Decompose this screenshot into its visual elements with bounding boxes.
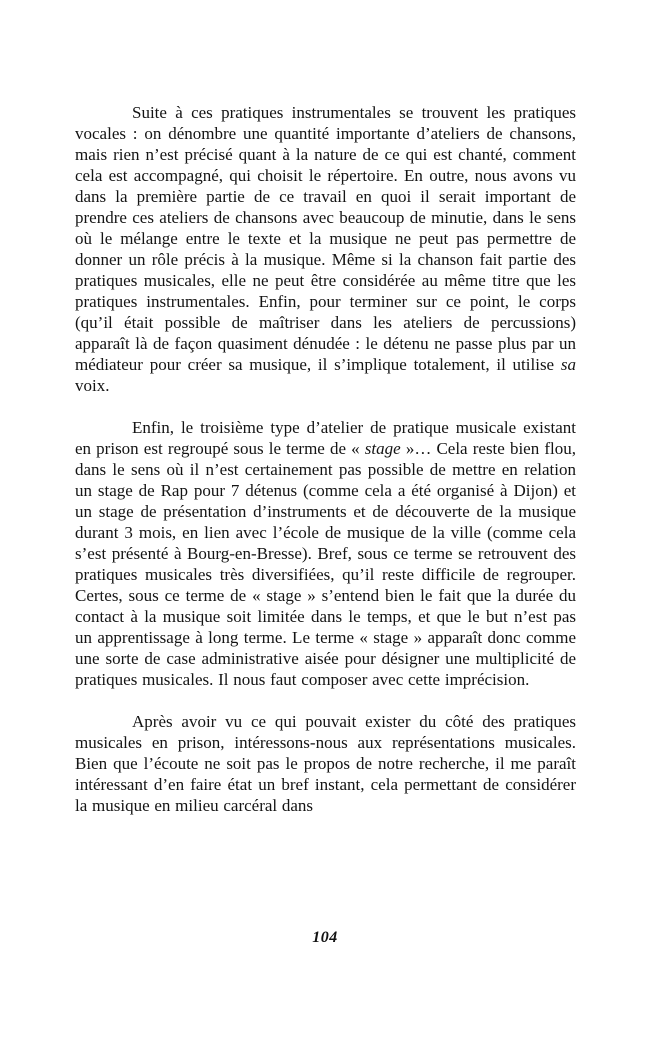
page-body (75, 102, 576, 816)
paragraph (75, 417, 576, 690)
text-run: Après avoir vu ce qui pouvait exister du côté des pratiques musicales en prison, intéressons-nous aux représentations musicales. Bien que l’écoute ne soit pas le propos de notre recherche, il me paraît intéressant d’en faire état un bref instant, cela permettant de considérer la musique en milieu carcéral dans (75, 712, 576, 815)
text-run: Suite à ces pratiques instrumentales se trouvent les pratiques vocales : on dénombre une quantité importante d’ateliers de chansons, mais rien n’est précisé quant à la nature de ce qui est chanté, comment cela est accompagné, qui choisit le répertoire. En outre, nous avons vu dans la première partie de ce travail en quoi il serait important de prendre ces ateliers de chansons avec beaucoup de minutie, dans le sens où le mélange entre le texte et la musique ne peut pas permettre de donner un rôle précis à la musique. Même si la chanson fait partie des pratiques musicales, elle ne peut être considérée au même titre que les pratiques instrumentales. Enfin, pour terminer sur ce point, le corps (qu’il était possible de maîtriser dans les ateliers de percussions) apparaît là de façon quasiment dénudée : le détenu ne passe plus par un médiateur pour créer sa musique, il s’implique totalement, il utilise (75, 103, 576, 374)
page-number: 104 (312, 929, 338, 946)
paragraph (75, 711, 576, 816)
text-run: »… Cela reste bien flou, dans le sens où il n’est certainement pas possible de mettre en relation un stage de Rap pour 7 détenus (comme cela a été organisé à Dijon) et un stage de présentation d’instruments et de découverte de la musique durant 3 mois, en lien avec l’école de musique de la ville (comme cela s’est présenté à Bourg-en-Bresse). Bref, sous ce terme se retrouvent des pratiques musicales très diversifiées, qu’il reste difficile de regrouper. Certes, sous ce terme de « stage » s’entend bien le fait que la durée du contact à la musique soit limitée dans le temps, et que le but n’est pas un apprentissage à long terme. Le terme « stage » apparaît donc comme une sorte de case administrative aisée pour désigner une multiplicité de pratiques musicales. Il nous faut composer avec cette imprécision. (75, 439, 576, 689)
text-run: voix. (75, 376, 110, 395)
paragraph (75, 102, 576, 396)
italic-text-run: sa (560, 355, 576, 374)
text-run: Enfin, le troisième type d’atelier de pratique musicale existant en prison est regroupé sous le terme de « (75, 418, 576, 458)
italic-text-run: stage (364, 439, 401, 458)
